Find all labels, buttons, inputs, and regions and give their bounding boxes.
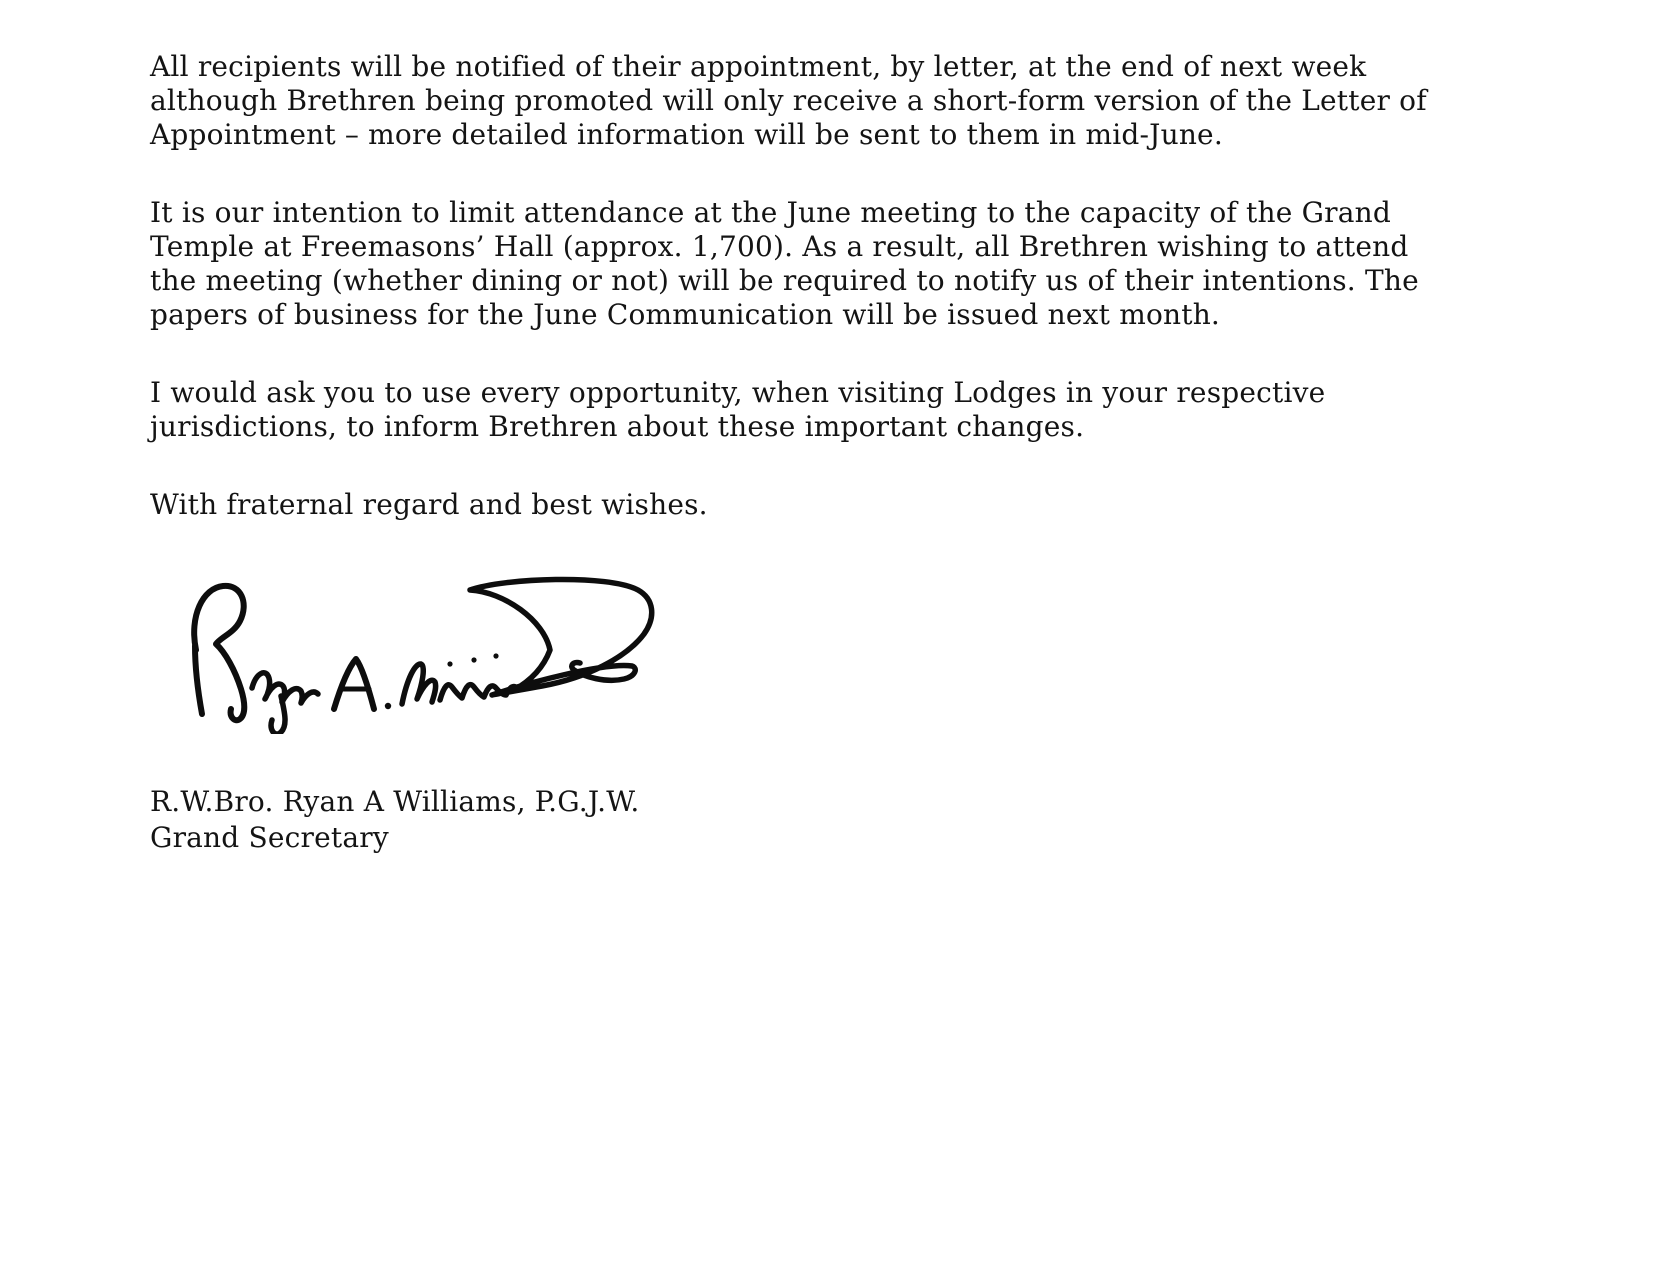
letter-line: I would ask you to use every opportunity, when visiting Lodges in your respective [150,376,1326,409]
letter-line: It is our intention to limit attendance at the June meeting to the capacity of the Grand [150,196,1392,229]
letter-line: the meeting (whether dining or not) will be required to notify us of their intentions. The [150,264,1419,297]
letter-line: Temple at Freemasons’ Hall (approx. 1,700). As a result, all Brethren wishing to attend [150,230,1409,263]
signoff-title: Grand Secretary [150,821,389,854]
letter-line: Appointment – more detailed information will be sent to them in mid-June. [150,118,1223,151]
signoff-name: R.W.Bro. Ryan A Williams, P.G.J.W. [150,785,640,818]
paragraph-appointment-notification [150,50,1554,152]
paragraph-inform-brethren [150,376,1554,444]
signature-image [184,566,664,734]
signature-ink [184,566,664,734]
paragraph-attendance-limit [150,196,1554,332]
letter-line: With fraternal regard and best wishes. [150,488,708,521]
letter-line: papers of business for the June Communication will be issued next month. [150,298,1221,331]
signoff-block [150,784,1554,856]
letter-line: although Brethren being promoted will only receive a short-form version of the Letter of [150,84,1427,117]
letter-line: All recipients will be notified of their appointment, by letter, at the end of next week [150,50,1367,83]
letter-line: jurisdictions, to inform Brethren about these important changes. [150,410,1085,443]
paragraph-closing [150,488,1554,522]
